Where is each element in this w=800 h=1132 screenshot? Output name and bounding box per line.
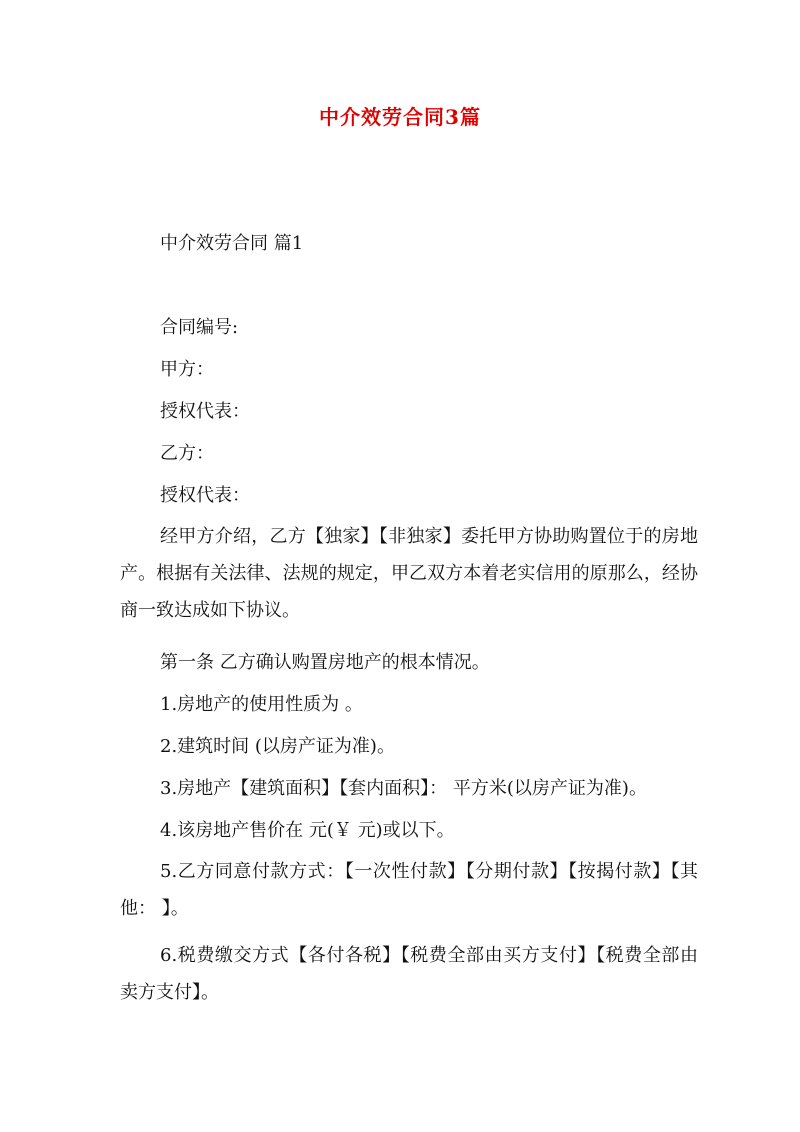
field-party-a: 甲方： [160, 359, 214, 380]
field-contract-number: 合同编号: [160, 317, 239, 338]
item-5: 5.乙方同意付款方式：【一次性付款】【分期付款】【按揭付款】【其他： 】。 [120, 861, 698, 919]
field-authorized-rep-a: 授权代表： [160, 401, 250, 422]
item-1: 1.房地产的使用性质为 。 [160, 694, 363, 715]
document-title: 中介效劳合同3篇 [319, 105, 481, 129]
article-1-heading: 第一条 乙方确认购置房地产的根本情况。 [160, 652, 490, 673]
item-3: 3.房地产【建筑面积】【套内面积】： 平方米(以房产证为准)。 [160, 778, 647, 799]
item-4: 4.该房地产售价在 元(￥ 元)或以下。 [160, 820, 455, 841]
intro-paragraph: 经甲方介绍，乙方【独家】【非独家】委托甲方协助购置位于的房地产。根据有关法律、法规的规定，甲乙双方本着老实信用的原那么，经协商一致达成如下协议。 [120, 526, 698, 621]
section-heading: 中介效劳合同 篇1 [160, 233, 304, 254]
item-6: 6.税费缴交方式【各付各税】【税费全部由买方支付】【税费全部由卖方支付】。 [120, 945, 698, 1003]
field-authorized-rep-b: 授权代表： [160, 485, 250, 506]
field-party-b: 乙方： [160, 443, 214, 464]
item-2: 2.建筑时间 (以房产证为准)。 [160, 736, 395, 757]
